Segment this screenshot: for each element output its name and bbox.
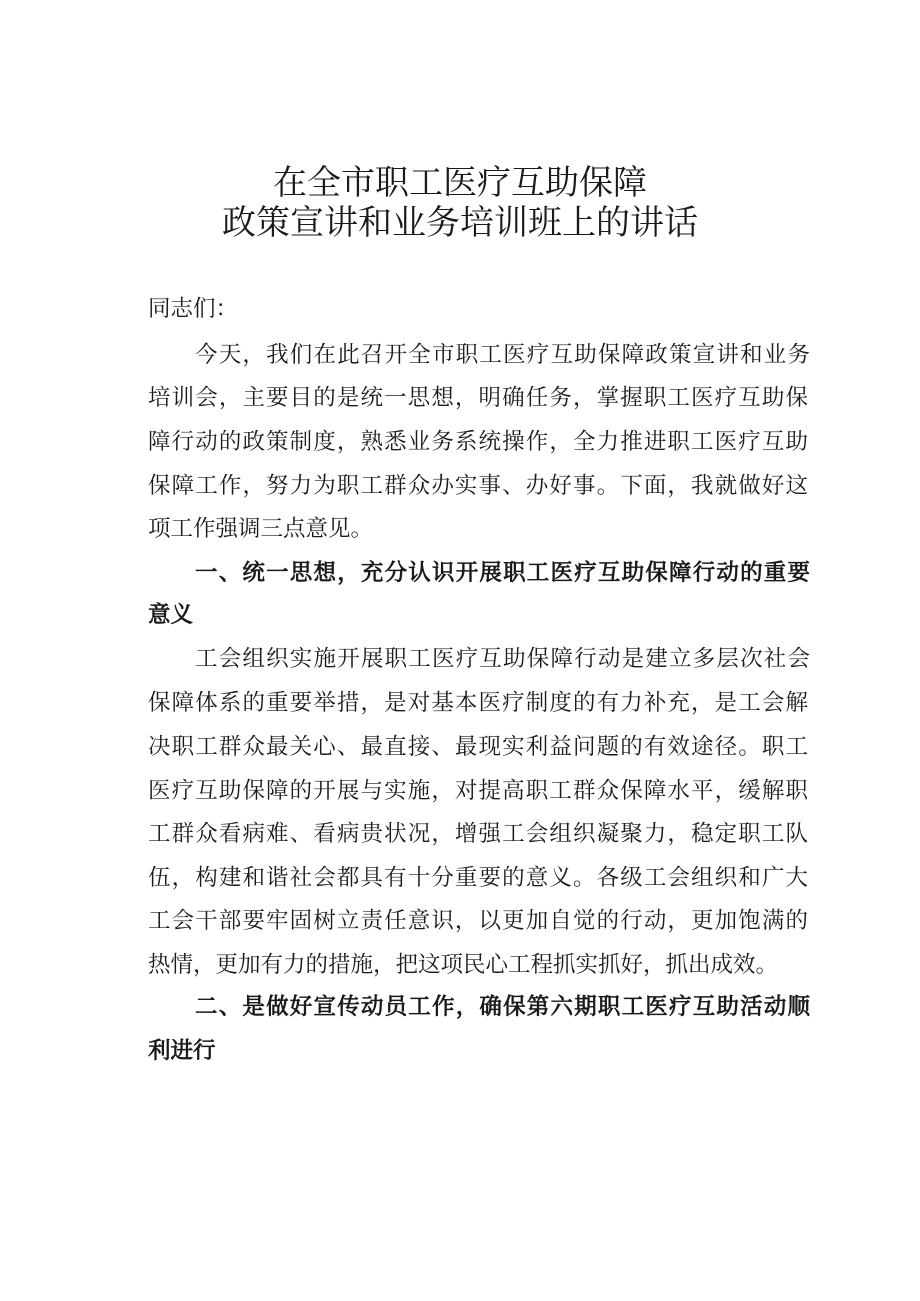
- paragraph-1-line: 今天，我们在此召开全市职工医疗互助保障政策宣讲和业务: [195, 342, 810, 368]
- paragraph-2-line: 医疗互助保障的开展与实施，对提高职工群众保障水平，缓解职: [148, 778, 808, 804]
- section-heading-1-line: 意义: [148, 602, 194, 628]
- paragraph-2-line: 工会干部要牢固树立责任意识，以更加自觉的行动，更加饱满的: [148, 908, 808, 934]
- section-heading-2-line: 二、是做好宣传动员工作，确保第六期职工医疗互助活动顺: [195, 994, 810, 1020]
- paragraph-1-line: 培训会，主要目的是统一思想，明确任务，掌握职工医疗互助保: [148, 385, 808, 411]
- paragraph-2-line: 工群众看病难、看病贵状况，增强工会组织凝聚力，稳定职工队: [148, 821, 808, 847]
- salutation: 同志们：: [148, 296, 239, 322]
- paragraph-2-line: 决职工群众最关心、最直接、最现实利益问题的有效途径。职工: [148, 734, 808, 760]
- paragraph-2-line: 工会组织实施开展职工医疗互助保障行动是建立多层次社会: [195, 646, 810, 672]
- section-heading-2-line: 利进行: [148, 1038, 216, 1064]
- paragraph-2-line: 保障体系的重要举措，是对基本医疗制度的有力补充，是工会解: [148, 690, 808, 716]
- paragraph-1-line: 保障工作，努力为职工群众办实事、办好事。下面，我就做好这: [148, 473, 808, 499]
- paragraph-1-line: 障行动的政策制度，熟悉业务系统操作，全力推进职工医疗互助: [148, 429, 808, 455]
- paragraph-2-line: 热情，更加有力的措施，把这项民心工程抓实抓好，抓出成效。: [148, 952, 779, 978]
- paragraph-1-line: 项工作强调三点意见。: [148, 516, 374, 542]
- document-title-line-1: 在全市职工医疗互助保障: [273, 163, 647, 203]
- section-heading-1-line: 一、统一思想，充分认识开展职工医疗互助保障行动的重要: [195, 560, 810, 586]
- paragraph-2-line: 伍，构建和谐社会都具有十分重要的意义。各级工会组织和广大: [148, 865, 808, 891]
- document-title-line-2: 政策宣讲和业务培训班上的讲话: [222, 203, 698, 243]
